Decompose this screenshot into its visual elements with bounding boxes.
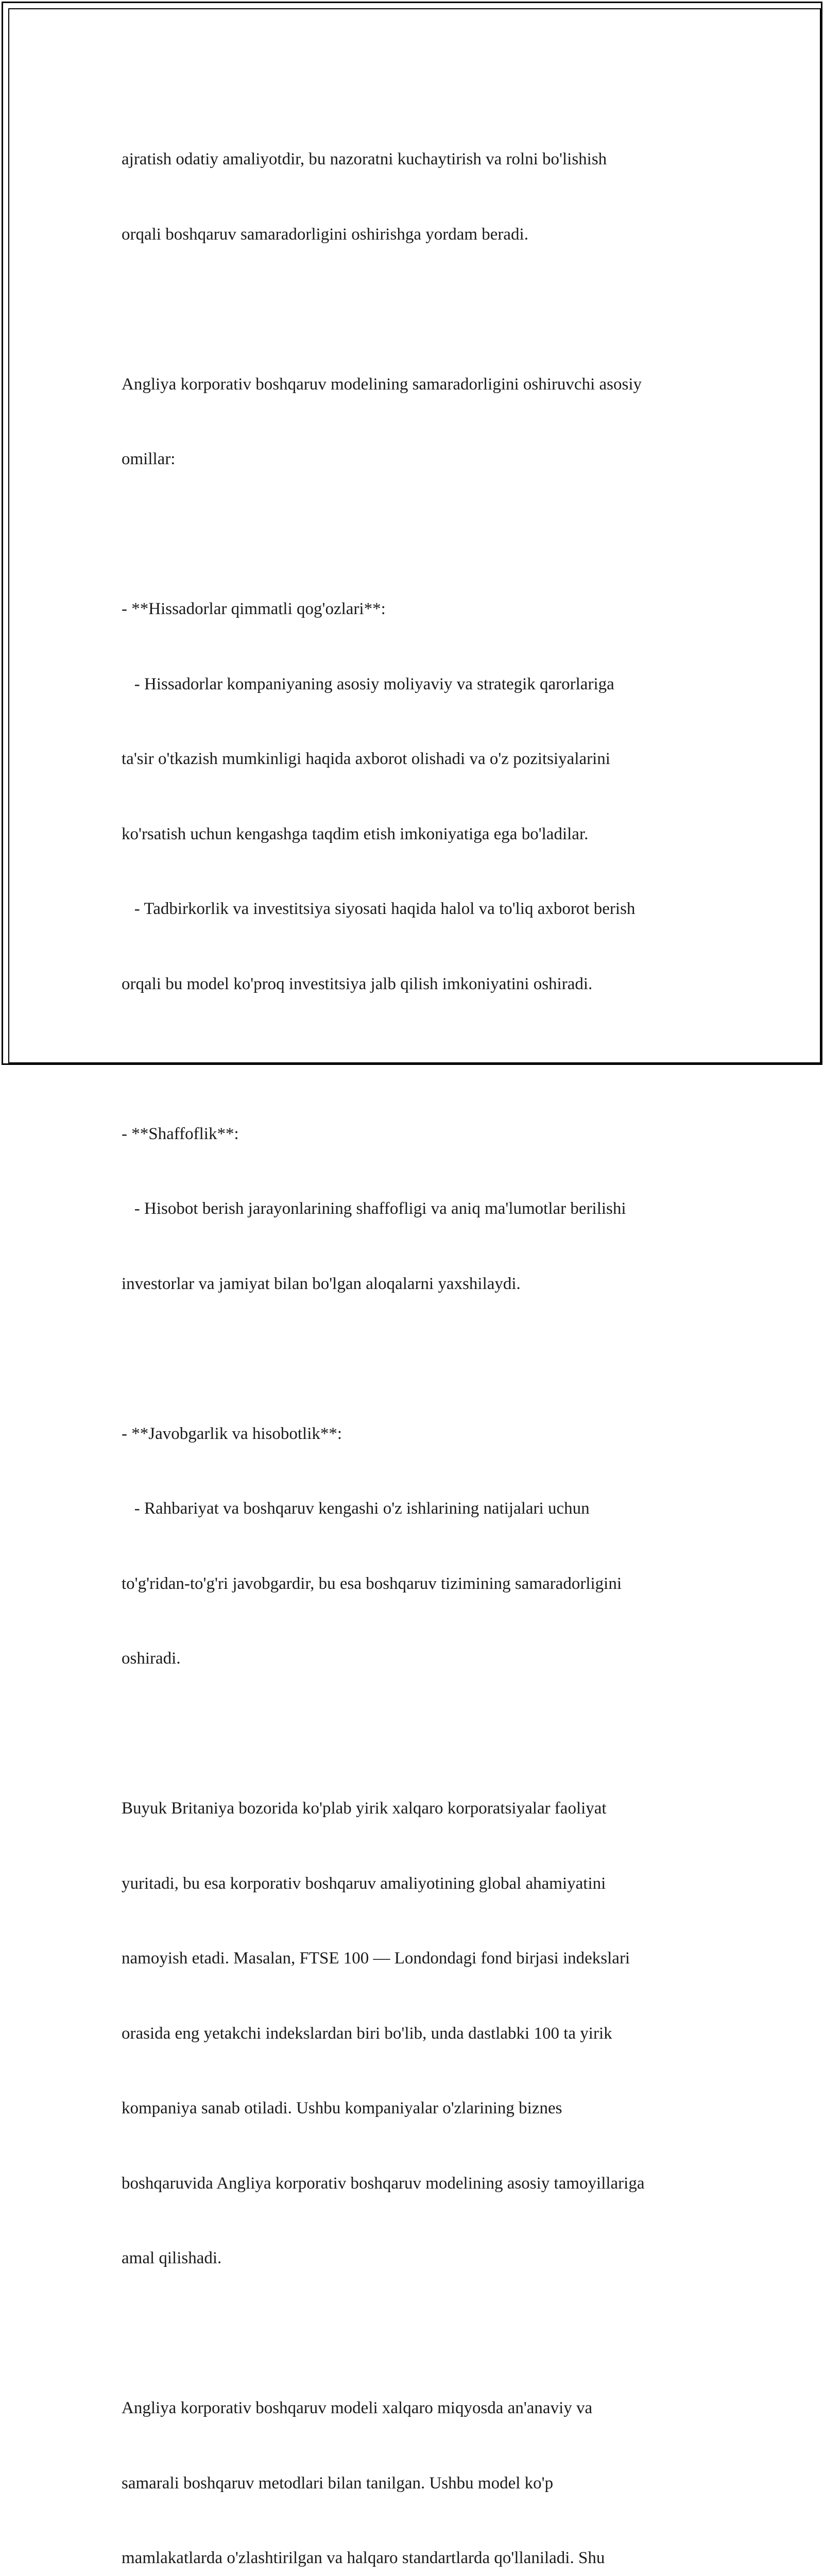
- text-line: kompaniya sanab otiladi. Ushbu kompaniyalar o'zlarining biznes: [122, 2099, 562, 2117]
- text-line: orasida eng yetakchi indekslardan biri bo'lib, unda dastlabki 100 ta yirik: [122, 2024, 612, 2043]
- blank-line: [122, 1046, 719, 1072]
- sub-bullet-line: - Tadbirkorlik va investitsiya siyosati haqida halol va to'liq axborot berish: [122, 900, 636, 918]
- text-line: samarali boshqaruv metodlari bilan tanilgan. Ushbu model ko'p: [122, 2473, 554, 2493]
- text-line: Buyuk Britaniya bozorida ko'plab yirik xalqaro korporatsiyalar faoliyat: [122, 1799, 607, 1818]
- text-line: orqali boshqaruv samaradorligini oshirishga yordam beradi.: [122, 225, 528, 244]
- text-line: amal qilishadi.: [122, 2249, 222, 2267]
- blank-line: [122, 1721, 719, 1747]
- text-line: Angliya korporativ boshqaruv modelining samaradorligini oshiruvchi asosiy: [122, 375, 642, 394]
- text-line: ajratish odatiy amaliyotdir, bu nazoratni kuchaytirish va rolni bo'lishish: [122, 150, 607, 168]
- sub-bullet-line: - Hisobot berish jarayonlarining shaffofligi va aniq ma'lumotlar berilishi: [122, 1199, 626, 1218]
- blank-line: [122, 297, 719, 322]
- blank-line: [122, 522, 719, 547]
- text-line: oshiradi.: [122, 1649, 181, 1668]
- bullet-heading: - **Shaffoflik**:: [122, 1124, 239, 1143]
- text-line: ta'sir o'tkazish mumkinligi haqida axborot olishadi va o'z pozitsiyalarini: [122, 750, 610, 768]
- document-body: [122, 97, 719, 2576]
- text-line: ko'rsatish uchun kengashga taqdim etish imkoniyatiga ega bo'ladilar.: [122, 824, 589, 843]
- text-line: mamlakatlarda o'zlashtirilgan va halqaro standartlarda qo'llaniladi. Shu: [122, 2549, 605, 2567]
- text-line: boshqaruvida Angliya korporativ boshqaruv modelining asosiy tamoyillariga: [122, 2174, 645, 2193]
- text-line: omillar:: [122, 450, 176, 468]
- bullet-heading: - **Javobgarlik va hisobotlik**:: [122, 1424, 342, 1443]
- blank-line: [122, 2321, 719, 2346]
- text-line: to'g'ridan-to'g'ri javobgardir, bu esa boshqaruv tizimining samaradorligini: [122, 1574, 622, 1593]
- sub-bullet-line: - Rahbariyat va boshqaruv kengashi o'z ishlarining natijalari uchun: [122, 1499, 590, 1518]
- text-line: yuritadi, bu esa korporativ boshqaruv amaliyotining global ahamiyatini: [122, 1874, 606, 1893]
- bullet-heading: - **Hissadorlar qimmatli qog'ozlari**:: [122, 600, 386, 618]
- text-line: orqali bu model ko'proq investitsiya jalb qilish imkoniyatini oshiradi.: [122, 974, 593, 993]
- blank-line: [122, 1346, 719, 1371]
- text-line: investorlar va jamiyat bilan bo'lgan aloqalarni yaxshilaydi.: [122, 1274, 521, 1293]
- text-line: Angliya korporativ boshqaruv modeli xalqaro miqyosda an'anaviy va: [122, 2399, 593, 2417]
- sub-bullet-line: - Hissadorlar kompaniyaning asosiy moliyaviy va strategik qarorlariga: [122, 674, 614, 693]
- text-line: namoyish etadi. Masalan, FTSE 100 — Londondagi fond birjasi indekslari: [122, 1949, 630, 1968]
